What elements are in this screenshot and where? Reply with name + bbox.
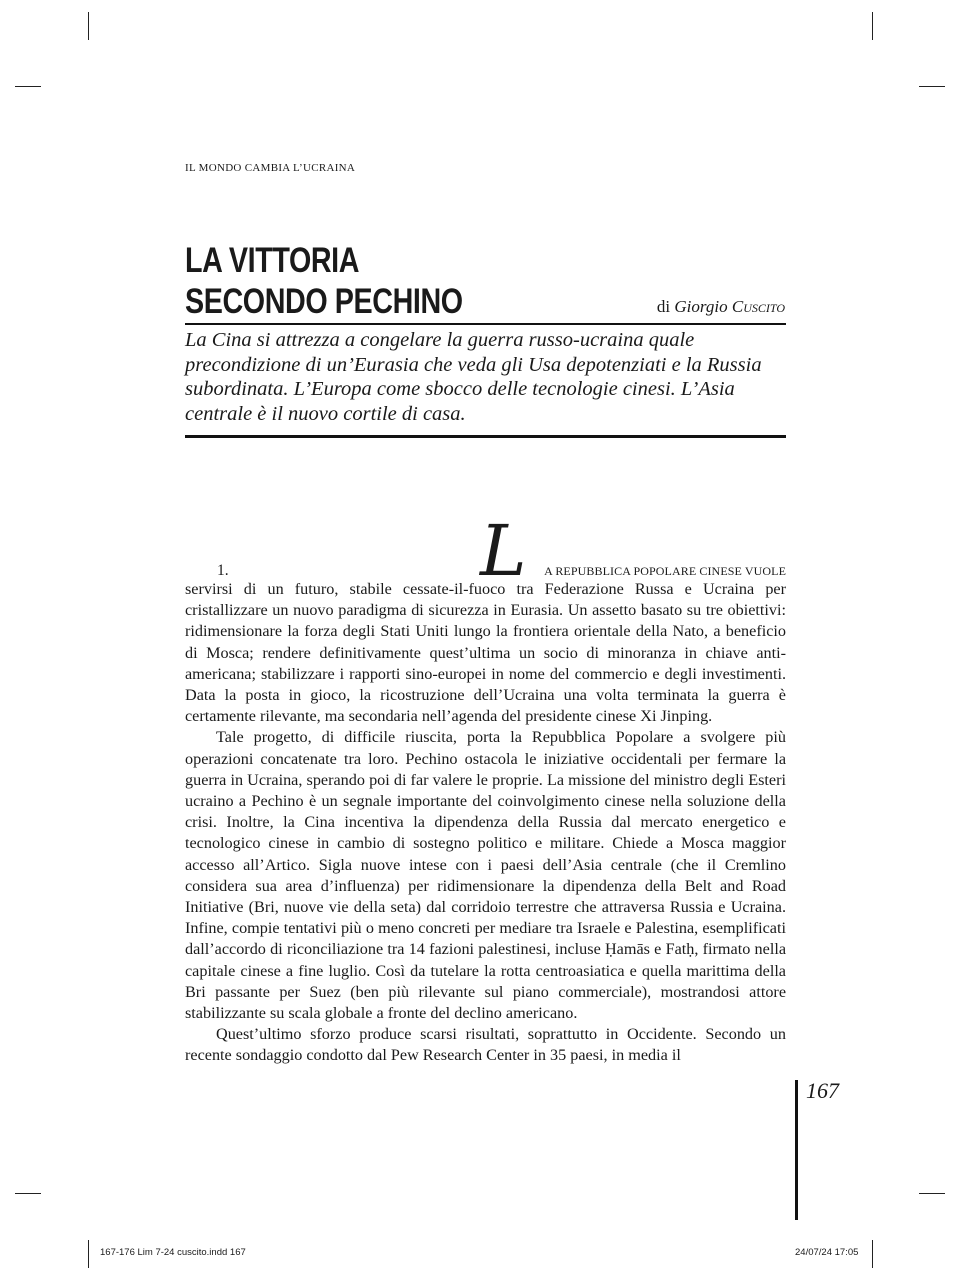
crop-mark: [872, 1240, 873, 1268]
crop-mark: [15, 86, 41, 87]
subtitle-rule: [185, 435, 786, 438]
title-line-2: SECONDO PECHINO: [185, 282, 463, 321]
article-subtitle: La Cina si attrezza a congelare la guerra russo-ucraina quale precondizione di un’Eurasia che veda gli Usa depotenziati e la Russia subordinata. L’Europa come sbocco delle tecnologie cinesi. L’Asia centrale è il nuovo cortile di casa.: [185, 329, 762, 425]
crop-mark: [872, 12, 873, 40]
author-last-name: Cuscito: [731, 297, 785, 316]
crop-mark: [88, 1240, 89, 1268]
byline-prefix: di: [656, 297, 671, 316]
article-title: [185, 240, 463, 322]
print-slug-file: 167-176 Lim 7-24 cuscito.indd 167: [100, 1247, 246, 1258]
print-slug-date: 24/07/24 17:05: [795, 1247, 859, 1258]
page-number-rule: [795, 1080, 798, 1220]
drop-cap: L: [480, 510, 527, 592]
opening-small-caps: A REPUBBLICA POPOLARE CINESE VUOLE: [544, 564, 786, 578]
crop-mark: [15, 1193, 41, 1194]
byline: [657, 297, 785, 317]
page-number: 167: [806, 1078, 839, 1103]
body-paragraph: Tale progetto, di difficile riuscita, porta la Repubblica Popolare a svolgere più operazioni concatenate tra loro. Pechino ostacola le iniziative occidentali per fermare la guerra in Ucraina, sperando poi di far valere le proprie. La missione del ministro degli Esteri ucraino a Pechino è un segnale importante del coinvolgimento cinese nella soluzione della crisi. Inoltre, la Cina incentiva la dipendenza della Russia dal mercato energetico e tecnologico cinese in cambio di sostegno politico e militare. Chiede a Mosca maggior accesso all’Artico. Sigla nuove intese con i paesi dell’Asia centrale (che il Cremlino considera sua area d’influenza) per ridimensionare la dipendenza della Belt and Road Initiative (Bri, nuove vie della seta) dal corridoio terrestre che attraversa Russia e Ucraina. Infine, compie tentativi più o meno concreti per mediare tra Israele e Palestina, esemplificati dall’accordo di riconciliazione tra 14 fazioni palestinesi, incluse Ḥamās e Fatḥ, firmato nella capitale cinese a fine luglio. Così da tutelare la rotta centroasiatica e quella marittima della Bri passante per Suez (ben più rilevante sul piano commerciale), mostrandosi attore stabilizzante su scala globale a fronte del declino americano.: [185, 728, 786, 1023]
section-label: IL MONDO CAMBIA L’UCRAINA: [185, 162, 356, 174]
author-first-name: Giorgio: [674, 297, 728, 316]
article-body: [185, 579, 786, 1067]
title-line-1: LA VITTORIA: [185, 241, 360, 280]
crop-mark: [919, 86, 945, 87]
body-paragraph: servirsi di un futuro, stabile cessate-il-fuoco tra Federazione Russa e Ucraina per cristallizzare un nuovo paradigma di sicurezza in Eurasia. Un assetto basato su tre obiettivi: ridimensionare la forza degli Stati Uniti lungo la frontiera orientale della Nato, a beneficio di Mosca; rendere definitivamente quest’ultima un socio di minoranza in chiave anti-americana; stabilizzare i rapporti sino-europei in nome del commercio e degli investimenti. Data la posta in gioco, la ricostruzione dell’Ucraina una volta terminata la guerra è certamente rilevante, ma secondaria nell’agenda del presidente cinese Xi Jinping.: [185, 580, 786, 726]
body-paragraph: Quest’ultimo sforzo produce scarsi risultati, soprattutto in Occidente. Secondo un recente sondaggio condotto dal Pew Research Center in 35 paesi, in media il: [185, 1025, 786, 1065]
crop-mark: [919, 1193, 945, 1194]
paragraph-number: 1.: [217, 562, 229, 579]
title-rule: [185, 323, 786, 325]
crop-mark: [88, 12, 89, 40]
